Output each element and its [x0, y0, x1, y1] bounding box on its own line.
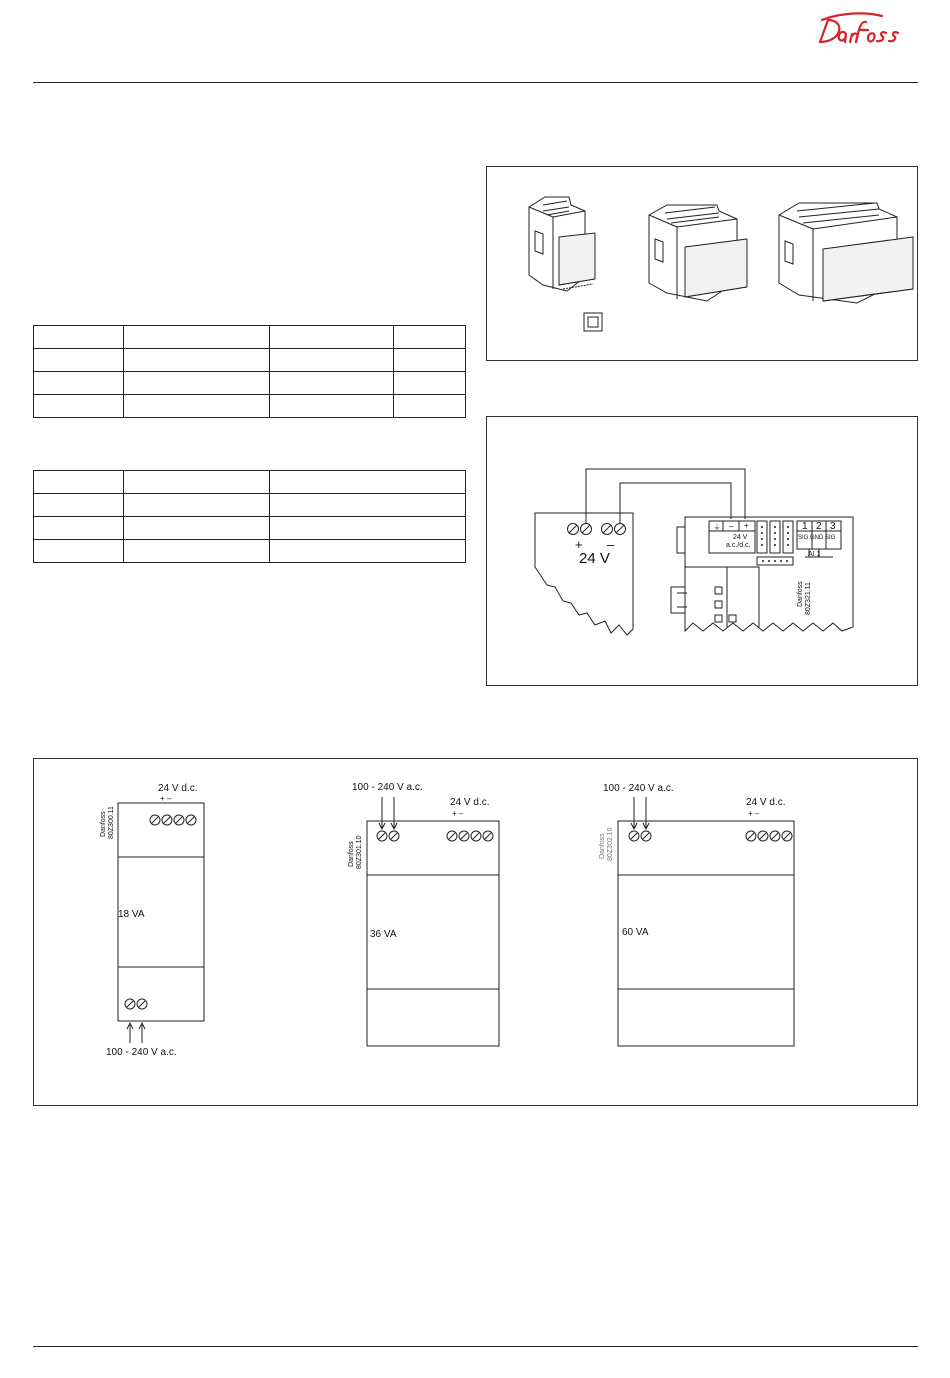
footer-rule [33, 1346, 918, 1347]
psu3-output-label: 24 V d.c. [746, 797, 786, 808]
psu2-output-polarity: + – [452, 809, 464, 818]
input-3-label: 3 [830, 521, 836, 532]
module-large [779, 203, 913, 303]
module-small [529, 197, 595, 291]
diagram-code-1: Danfoss [797, 581, 804, 607]
wiring-diagram [487, 417, 917, 685]
power-supply-diagrams-box [33, 758, 918, 1106]
psu2-input-label: 100 - 240 V a.c. [352, 782, 423, 793]
spec-table-1 [33, 325, 466, 418]
psu1-rating: 18 VA [118, 909, 145, 920]
psu3-code-1: Danfoss [599, 833, 606, 859]
terminal-ground-label: ⏚ [713, 523, 721, 532]
table-row [34, 395, 466, 418]
wiring-diagram-box [486, 416, 918, 686]
terminal-plus-label: + [744, 521, 749, 530]
psu3-input-label: 100 - 240 V a.c. [603, 783, 674, 794]
psu3-rating: 60 VA [622, 927, 649, 938]
input-2-label: 2 [816, 521, 822, 532]
danfoss-logo [812, 8, 922, 50]
psu1-output-label: 24 V d.c. [158, 783, 198, 794]
psu1-code-2: 80Z300.11 [108, 806, 115, 839]
psu2-output-label: 24 V d.c. [450, 797, 490, 808]
controller-supply-label-2: a.c./d.c. [726, 542, 751, 549]
supply-plus-label: + [575, 537, 583, 552]
psu1-code-1: Danfoss [100, 811, 107, 837]
table-row [34, 326, 466, 349]
product-illustration-box [486, 166, 918, 361]
psu2-rating: 36 VA [370, 929, 397, 940]
module-medium [649, 205, 747, 301]
spec-table-2 [33, 470, 466, 563]
psu1-input-label: 100 - 240 V a.c. [106, 1047, 177, 1058]
table-row [34, 372, 466, 395]
input-1-label: 1 [802, 521, 808, 532]
psu3-code-2: 80Z302.10 [607, 827, 614, 861]
terminal-minus-label: – [729, 522, 734, 531]
psu2-code-2: 80Z301.10 [356, 835, 363, 869]
input-signal-labels: SIG GND SIG [798, 535, 836, 541]
diagram-code-2: 80Z321.11 [805, 582, 812, 615]
table-row [34, 494, 466, 517]
supply-minus-label: – [607, 537, 615, 552]
psu2-code-1: Danfoss [348, 841, 355, 867]
table-row [34, 349, 466, 372]
din-rail-modules-illustration [487, 167, 917, 360]
psu3-output-polarity: + – [748, 809, 760, 818]
table-row [34, 471, 466, 494]
controller-supply-label-1: 24 V [733, 534, 748, 541]
psu1-output-polarity: + – [160, 794, 172, 803]
table-row [34, 517, 466, 540]
header-rule [33, 82, 918, 83]
table-row [34, 540, 466, 563]
ai-label: AI 1 [808, 551, 821, 558]
supply-voltage-label: 24 V [579, 550, 610, 567]
